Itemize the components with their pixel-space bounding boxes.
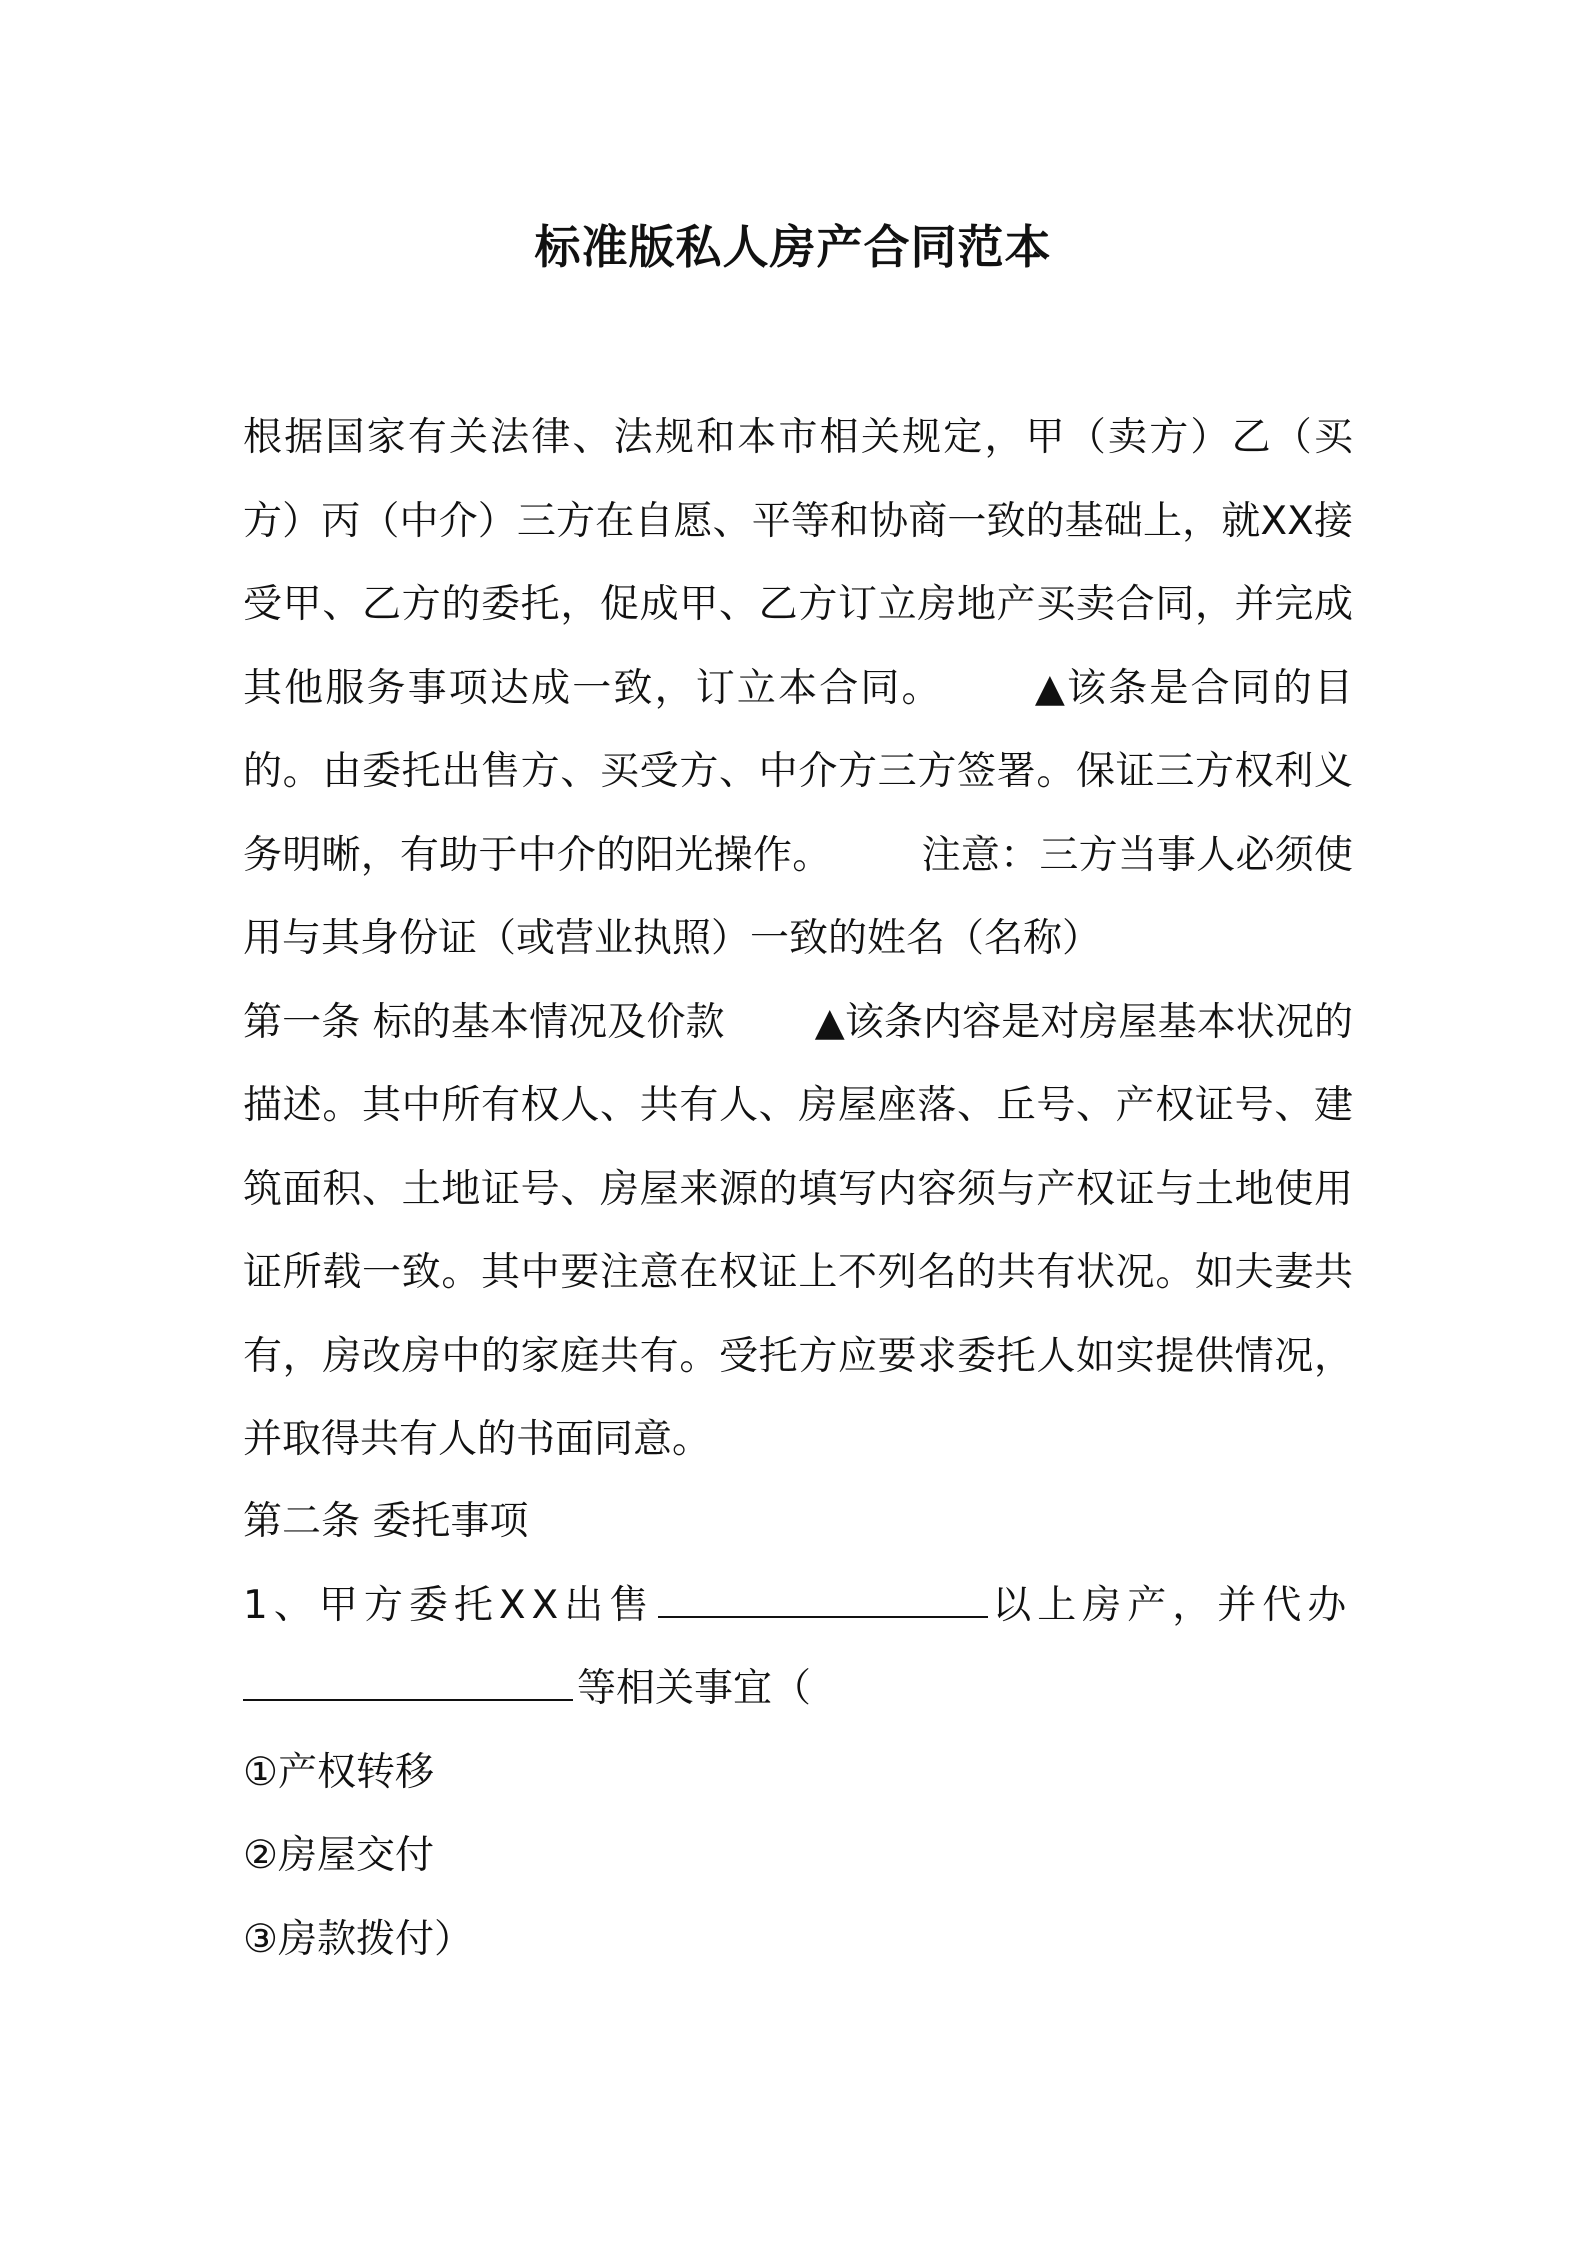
- sub-item-property-transfer: ①产权转移: [243, 1749, 434, 1795]
- document-body: [243, 396, 1353, 1482]
- sub-item-house-delivery: ②房屋交付: [243, 1833, 434, 1878]
- article-1-heading: 第一条 标的基本情况及价款: [243, 999, 725, 1045]
- intro-paragraph: [243, 396, 1353, 981]
- sub-item-payment-disbursement: ③房款拨付）: [243, 1916, 473, 1962]
- intro-note: ▲该条是合同的目的。由委托出售方、买受方、中介方三方签署。保证三方权利义务明晰，有助于中介的阳光操作。: [243, 665, 1353, 878]
- article-2-item-1: [243, 1564, 1353, 1648]
- article-2-section: [243, 1480, 1353, 1981]
- blank-line[interactable]: [243, 1663, 573, 1701]
- article-2-heading: 第二条 委托事项: [243, 1499, 529, 1544]
- blank-line[interactable]: [658, 1580, 988, 1618]
- intro-text: 根据国家有关法律、法规和本市相关规定，甲（卖方）乙（买方）丙（中介）三方在自愿、平等和协商一致的基础上，就XX接受甲、乙方的委托，促成甲、乙方订立房地产买卖合同，并完成其他服务事项达成一致，订立本合同。: [243, 415, 1353, 711]
- document-title: 标准版私人房产合同范本: [534, 220, 1052, 274]
- intro-caution: 注意：三方当事人必须使用与其身份证（或营业执照）一致的姓名（名称）: [243, 832, 1353, 961]
- item-1-prefix: 1、甲方委托XX出售: [243, 1582, 655, 1628]
- article-1-paragraph: [243, 981, 1353, 1482]
- article-2-item-1-continued: [243, 1647, 1353, 1731]
- item-1-middle: 以上房产，并代办: [992, 1582, 1353, 1628]
- article-1-note: ▲该条内容是对房屋基本状况的描述。其中所有权人、共有人、房屋座落、丘号、产权证号、建筑面积、土地证号、房屋来源的填写内容须与产权证与土地使用证所载一致。其中要注意在权证上不列名的共有状况。如夫妻共有，房改房中的家庭共有。受托方应要求委托人如实提供情况，并取得共有人的书面同意。: [243, 999, 1353, 1462]
- item-1-suffix: 等相关事宜（: [577, 1666, 812, 1711]
